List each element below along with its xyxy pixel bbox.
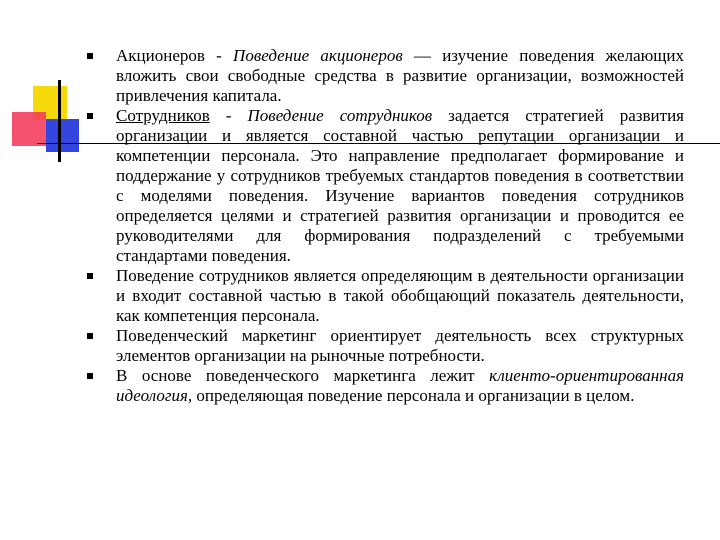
bullet-text: — изучение поведения желающих вложить свои свободные средства в развитие организации, возможностей привлечения капитала. bbox=[116, 46, 684, 105]
bullet-marker bbox=[87, 373, 93, 379]
bullet-marker bbox=[87, 333, 93, 339]
bullet-text: задается стратегией развития организации и является составной частью репутации организации и компетенции персонала. Это направление предполагает формирование и поддержание у сотрудников требуемых стандартов поведения в соответствии с моделями поведения. Изучение вариантов поведения сотрудников определяется целями и стратегией развития организации и проводится ее руководителями для формирования подразделений с требуемыми стандартами поведения. bbox=[116, 106, 684, 265]
bullet-item-shareholders bbox=[116, 46, 684, 106]
term-separator: - bbox=[204, 46, 234, 65]
bullet-marker bbox=[87, 113, 93, 119]
bullet-list bbox=[116, 46, 684, 406]
bullet-tail: , определяющая поведение персонала и организации в целом. bbox=[187, 386, 635, 405]
term-separator: - bbox=[209, 106, 248, 125]
term-shareholders: Акционеров bbox=[116, 46, 205, 65]
bullet-item-competence bbox=[116, 266, 684, 326]
bullet-marker bbox=[87, 273, 93, 279]
italic-phrase: Поведение сотрудников bbox=[247, 106, 433, 125]
bullet-item-behavioral-marketing bbox=[116, 326, 684, 366]
bullet-text: Поведенческий маркетинг ориентирует деятельность всех структурных элементов организации на рыночные потребности. bbox=[116, 326, 684, 365]
bullet-text: Поведение сотрудников является определяющим в деятельности организации и входит составной частью в такой обобщающий показатель деятельности, как компетенция персонала. bbox=[116, 266, 684, 325]
bullet-lead: В основе поведенческого маркетинга лежит bbox=[116, 366, 490, 385]
italic-phrase: Поведение акционеров bbox=[233, 46, 403, 65]
term-employees: Сотрудников bbox=[116, 106, 210, 125]
bullet-item-client-ideology bbox=[116, 366, 684, 406]
red-square bbox=[12, 112, 46, 146]
bullet-item-employees bbox=[116, 106, 684, 266]
vertical-rule bbox=[58, 80, 61, 162]
bullet-marker bbox=[87, 53, 93, 59]
italic-phrase: клиенто-ориентированная идеология bbox=[116, 366, 684, 405]
blue-square bbox=[46, 119, 79, 152]
